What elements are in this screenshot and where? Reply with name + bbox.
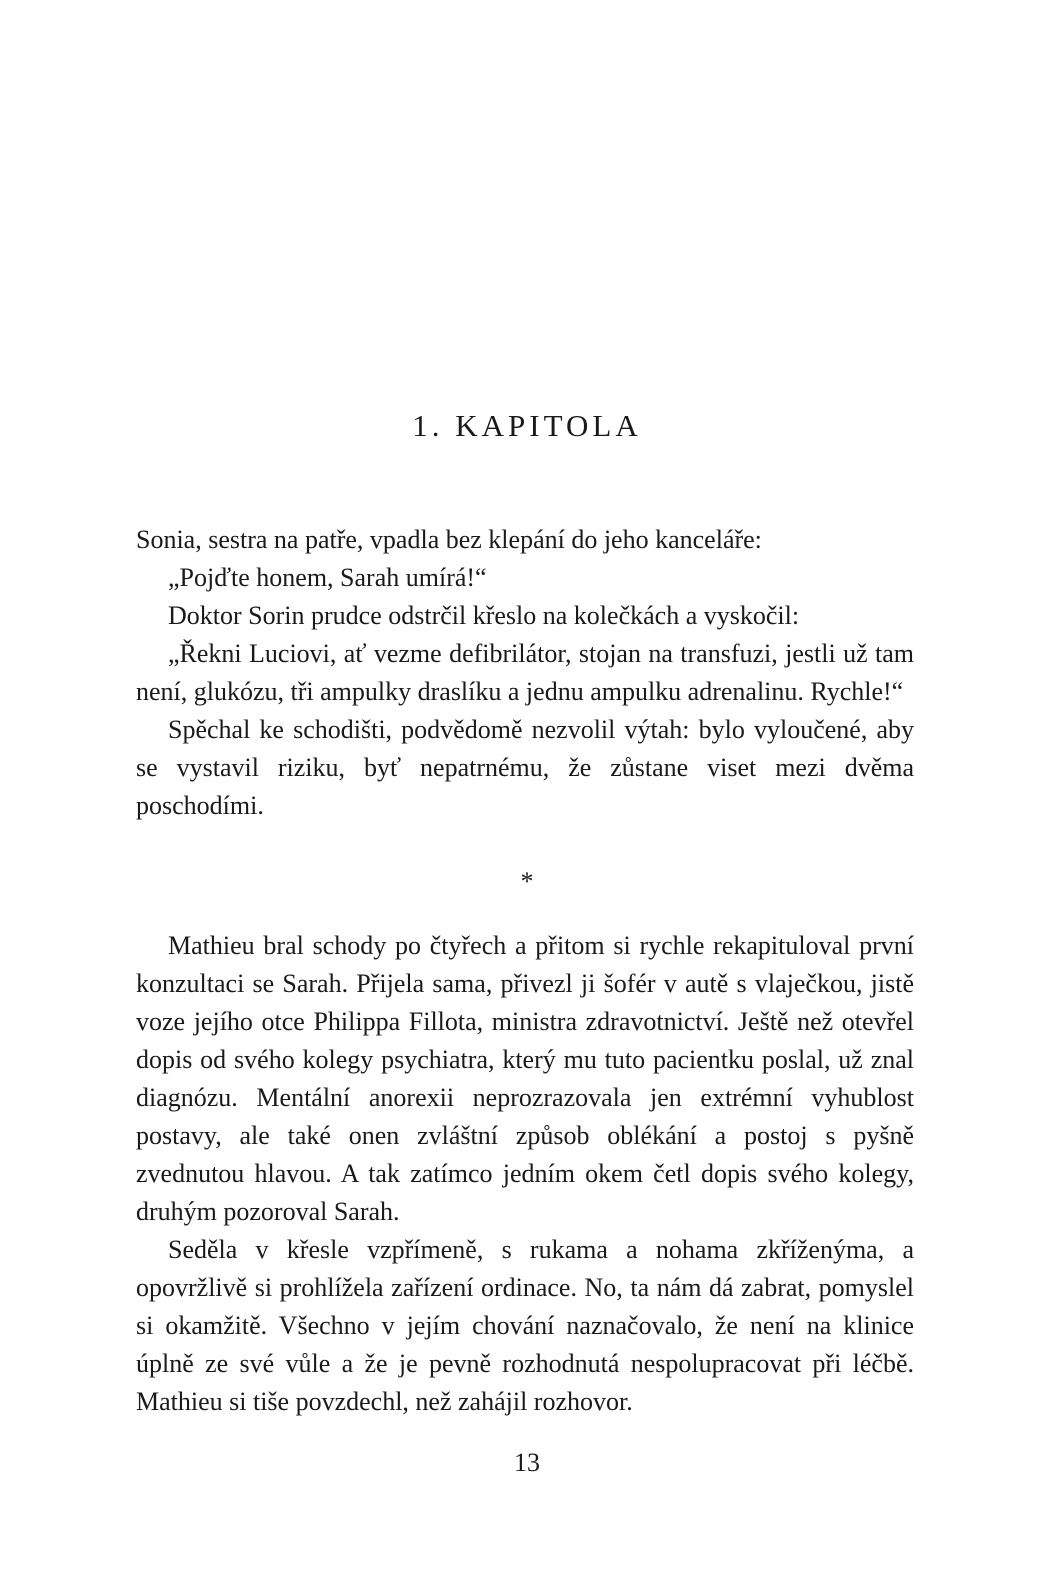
section-2-text: [136, 927, 914, 1421]
paragraph: Mathieu bral schody po čtyřech a přitom si rychle rekapituloval první konzultaci se Sarah. Přijela sama, přivezl ji šofér v autě s vlaječkou, jistě voze jejího otce Philippa Fillota, ministra zdravotnictví. Ještě než otevřel dopis od svého kolegy psychiatra, který mu tuto pacientku poslal, už znal diagnózu. Mentální anorexii neprozrazovala jen extrémní vyhublost postavy, ale také onen zvláštní způsob oblékání a postoj s pyšně zvednutou hlavou. A tak zatímco jedním okem četl dopis svého kolegy, druhým pozoroval Sarah.: [136, 931, 914, 1226]
chapter-title: 1. KAPITOLA: [412, 408, 642, 443]
paragraph: Doktor Sorin prudce odstrčil křeslo na kolečkách a vyskočil:: [168, 601, 800, 630]
paragraph: Sonia, sestra na patře, vpadla bez klepání do jeho kanceláře:: [136, 525, 762, 554]
paragraph: Spěchal ke schodišti, podvědomě nezvolil výtah: bylo vyloučené, aby se vystavil riziku, byť nepatrnému, že zůstane viset mezi dvěma poschodími.: [136, 715, 914, 820]
section-1-text: [136, 521, 914, 825]
section-separator: *: [520, 867, 534, 896]
paragraph: Seděla v křesle vzpřímeně, s rukama a nohama zkříženýma, a opovržlivě si prohlížela zařízení ordinace. No, ta nám dá zabrat, pomyslel si okamžitě. Všechno v jejím chování naznačovalo, že není na klinice úplně ze své vůle a že je pevně rozhodnutá nespolupracovat při léčbě. Mathieu si tiše povzdechl, než zahájil rozhovor.: [136, 1235, 914, 1416]
paragraph: „Řekni Luciovi, ať vezme defibrilátor, stojan na transfuzi, jestli už tam není, glukózu, tři ampulky draslíku a jednu ampulku adrenalinu. Rychle!“: [136, 639, 914, 706]
page-number: 13: [514, 1448, 540, 1477]
paragraph: „Pojďte honem, Sarah umírá!“: [168, 563, 487, 592]
